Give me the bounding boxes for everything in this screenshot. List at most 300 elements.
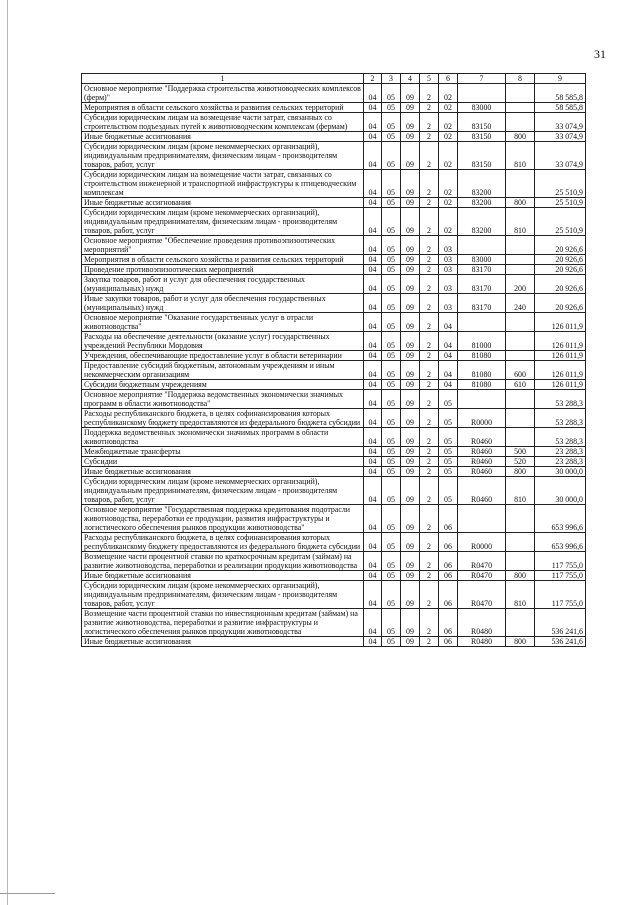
cell-code-7: R0460 xyxy=(458,428,506,447)
cell-code-4: 09 xyxy=(401,380,420,390)
cell-code-3: 05 xyxy=(382,609,401,637)
cell-amount: 30 000,0 xyxy=(535,477,586,505)
cell-code-5: 2 xyxy=(420,351,439,361)
cell-code-7: R0480 xyxy=(458,637,506,647)
cell-code-6: 02 xyxy=(439,113,458,132)
table-row xyxy=(82,332,586,351)
cell-name: Субсидии xyxy=(82,457,364,467)
cell-code-6: 04 xyxy=(439,380,458,390)
cell-code-7: R0470 xyxy=(458,552,506,571)
cell-code-4: 09 xyxy=(401,198,420,208)
table-row xyxy=(82,275,586,294)
cell-amount: 20 926,6 xyxy=(535,275,586,294)
cell-code-6: 04 xyxy=(439,351,458,361)
cell-code-4: 09 xyxy=(401,351,420,361)
cell-code-7: R0460 xyxy=(458,447,506,457)
table-body xyxy=(82,84,586,647)
cell-code-5: 2 xyxy=(420,113,439,132)
table-row xyxy=(82,142,586,170)
cell-amount: 23 288,3 xyxy=(535,447,586,457)
cell-code-5: 2 xyxy=(420,361,439,380)
cell-code-2: 04 xyxy=(364,609,382,637)
cell-code-6: 05 xyxy=(439,447,458,457)
cell-code-2: 04 xyxy=(364,142,382,170)
cell-code-6: 03 xyxy=(439,275,458,294)
cell-code-5: 2 xyxy=(420,467,439,477)
cell-code-3: 05 xyxy=(382,294,401,313)
cell-code-4: 09 xyxy=(401,265,420,275)
cell-code-2: 04 xyxy=(364,581,382,609)
cell-name: Учреждения, обеспечивающие предоставление услуг в области ветеринарии xyxy=(82,351,364,361)
cell-code-8 xyxy=(506,170,535,198)
cell-code-7: R0460 xyxy=(458,467,506,477)
cell-code-6: 04 xyxy=(439,313,458,332)
cell-code-7: R0470 xyxy=(458,581,506,609)
cell-code-7: 81080 xyxy=(458,380,506,390)
cell-code-5: 2 xyxy=(420,609,439,637)
cell-code-4: 09 xyxy=(401,313,420,332)
cell-code-2: 04 xyxy=(364,477,382,505)
cell-code-5: 2 xyxy=(420,380,439,390)
cell-code-2: 04 xyxy=(364,132,382,142)
cell-code-6: 03 xyxy=(439,265,458,275)
cell-code-8: 610 xyxy=(506,380,535,390)
cell-amount: 33 074,9 xyxy=(535,113,586,132)
cell-code-2: 04 xyxy=(364,390,382,409)
cell-code-7 xyxy=(458,390,506,409)
cell-code-6: 04 xyxy=(439,332,458,351)
cell-code-4: 09 xyxy=(401,477,420,505)
cell-amount: 53 288,3 xyxy=(535,428,586,447)
cell-name: Субсидии юридическим лицам (кроме некоммерческих организаций), индивидуальным предпринимателям, физическим лицам - производителям товаров, работ, услуг xyxy=(82,477,364,505)
table-row xyxy=(82,113,586,132)
cell-code-6: 02 xyxy=(439,84,458,103)
cell-amount: 117 755,0 xyxy=(535,552,586,571)
cell-code-5: 2 xyxy=(420,255,439,265)
cell-code-7 xyxy=(458,505,506,533)
cell-code-4: 09 xyxy=(401,84,420,103)
cell-code-2: 04 xyxy=(364,447,382,457)
cell-code-5: 2 xyxy=(420,447,439,457)
table-row xyxy=(82,170,586,198)
cell-code-3: 05 xyxy=(382,428,401,447)
cell-code-4: 09 xyxy=(401,103,420,113)
cell-code-3: 05 xyxy=(382,447,401,457)
table-row xyxy=(82,103,586,113)
cell-code-7: R0460 xyxy=(458,477,506,505)
table-row xyxy=(82,132,586,142)
cell-code-4: 09 xyxy=(401,208,420,236)
table-row xyxy=(82,609,586,637)
cell-code-2: 04 xyxy=(364,552,382,571)
cell-code-8 xyxy=(506,332,535,351)
cell-code-2: 04 xyxy=(364,313,382,332)
cell-name: Основное мероприятие "Поддержка строительства животноводческих комплексов (ферм)" xyxy=(82,84,364,103)
cell-code-7: 81000 xyxy=(458,332,506,351)
cell-code-8 xyxy=(506,609,535,637)
cell-code-6: 06 xyxy=(439,609,458,637)
cell-name: Иные бюджетные ассигнования xyxy=(82,571,364,581)
cell-amount: 117 755,0 xyxy=(535,571,586,581)
table-row xyxy=(82,198,586,208)
cell-name: Иные бюджетные ассигнования xyxy=(82,198,364,208)
table-row xyxy=(82,477,586,505)
cell-code-3: 05 xyxy=(382,275,401,294)
cell-code-6: 05 xyxy=(439,409,458,428)
header-col-1: 1 xyxy=(82,74,364,84)
cell-amount: 25 510,9 xyxy=(535,170,586,198)
cell-amount: 126 011,9 xyxy=(535,351,586,361)
cell-amount: 536 241,6 xyxy=(535,609,586,637)
header-col-5: 5 xyxy=(420,74,439,84)
cell-code-4: 09 xyxy=(401,409,420,428)
cell-code-7 xyxy=(458,313,506,332)
cell-code-7: R0470 xyxy=(458,571,506,581)
cell-code-4: 09 xyxy=(401,275,420,294)
cell-code-5: 2 xyxy=(420,637,439,647)
header-row xyxy=(82,74,586,84)
cell-amount: 33 074,9 xyxy=(535,132,586,142)
cell-code-2: 04 xyxy=(364,380,382,390)
cell-code-8: 810 xyxy=(506,477,535,505)
cell-code-5: 2 xyxy=(420,132,439,142)
header-col-6: 6 xyxy=(439,74,458,84)
cell-name: Межбюджетные трансферты xyxy=(82,447,364,457)
table-row xyxy=(82,390,586,409)
cell-code-6: 03 xyxy=(439,294,458,313)
cell-code-5: 2 xyxy=(420,477,439,505)
cell-amount: 20 926,6 xyxy=(535,294,586,313)
cell-code-5: 2 xyxy=(420,552,439,571)
cell-amount: 58 585,8 xyxy=(535,103,586,113)
cell-code-7: 83200 xyxy=(458,198,506,208)
cell-code-4: 09 xyxy=(401,505,420,533)
cell-code-8 xyxy=(506,265,535,275)
cell-amount: 653 996,6 xyxy=(535,505,586,533)
cell-code-6: 06 xyxy=(439,505,458,533)
cell-code-6: 02 xyxy=(439,132,458,142)
cell-code-8: 810 xyxy=(506,581,535,609)
budget-table xyxy=(81,73,586,647)
cell-code-7: 81080 xyxy=(458,361,506,380)
cell-name: Субсидии юридическим лицам на возмещение части затрат, связанных со строительством подъездных путей к животноводческим комплексам (фермам) xyxy=(82,113,364,132)
cell-code-2: 04 xyxy=(364,637,382,647)
cell-code-2: 04 xyxy=(364,571,382,581)
cell-code-8: 800 xyxy=(506,132,535,142)
cell-code-4: 09 xyxy=(401,361,420,380)
cell-amount: 126 011,9 xyxy=(535,380,586,390)
cell-code-5: 2 xyxy=(420,103,439,113)
cell-code-4: 09 xyxy=(401,467,420,477)
cell-code-6: 06 xyxy=(439,571,458,581)
cell-code-2: 04 xyxy=(364,409,382,428)
cell-name: Расходы республиканского бюджета, в целях софинансирования которых республиканскому бюджету предоставляются из федерального бюджета субсидии xyxy=(82,533,364,552)
cell-code-6: 02 xyxy=(439,142,458,170)
cell-amount: 53 288,3 xyxy=(535,390,586,409)
cell-code-3: 05 xyxy=(382,637,401,647)
cell-code-8 xyxy=(506,533,535,552)
cell-code-8: 800 xyxy=(506,571,535,581)
table-row xyxy=(82,581,586,609)
table-row xyxy=(82,428,586,447)
cell-code-8 xyxy=(506,113,535,132)
cell-code-3: 05 xyxy=(382,113,401,132)
cell-code-3: 05 xyxy=(382,198,401,208)
cell-code-3: 05 xyxy=(382,505,401,533)
cell-code-4: 09 xyxy=(401,552,420,571)
cell-name: Основное мероприятие "Поддержка ведомственных экономически значимых программ в области животноводства" xyxy=(82,390,364,409)
cell-code-5: 2 xyxy=(420,294,439,313)
table-row xyxy=(82,467,586,477)
cell-code-5: 2 xyxy=(420,457,439,467)
page-number: 31 xyxy=(594,47,606,61)
cell-code-2: 04 xyxy=(364,361,382,380)
cell-code-3: 05 xyxy=(382,361,401,380)
cell-code-6: 04 xyxy=(439,361,458,380)
cell-code-3: 05 xyxy=(382,477,401,505)
cell-code-3: 05 xyxy=(382,533,401,552)
cell-amount: 33 074,9 xyxy=(535,142,586,170)
cell-code-7: 83150 xyxy=(458,142,506,170)
cell-code-2: 04 xyxy=(364,170,382,198)
cell-code-4: 09 xyxy=(401,609,420,637)
cell-code-4: 09 xyxy=(401,533,420,552)
cell-code-8 xyxy=(506,255,535,265)
cell-code-6: 06 xyxy=(439,581,458,609)
cell-code-4: 09 xyxy=(401,571,420,581)
cell-code-3: 05 xyxy=(382,581,401,609)
cell-name: Субсидии юридическим лицам на возмещение части затрат, связанных со строительством инженерной и транспортной инфраструктуры к птицеводческим комплексам xyxy=(82,170,364,198)
cell-code-3: 05 xyxy=(382,571,401,581)
cell-amount: 20 926,6 xyxy=(535,236,586,255)
cell-code-6: 03 xyxy=(439,236,458,255)
cell-amount: 58 585,8 xyxy=(535,84,586,103)
cell-name: Основное мероприятие "Обеспечение проведения противоэпизоотических мероприятий" xyxy=(82,236,364,255)
cell-code-3: 05 xyxy=(382,390,401,409)
cell-code-2: 04 xyxy=(364,236,382,255)
cell-name: Иные бюджетные ассигнования xyxy=(82,467,364,477)
cell-code-2: 04 xyxy=(364,294,382,313)
cell-code-5: 2 xyxy=(420,332,439,351)
cell-name: Расходы республиканского бюджета, в целях софинансирования которых республиканскому бюджету предоставляются из федерального бюджета субсидии xyxy=(82,409,364,428)
table-row xyxy=(82,457,586,467)
cell-code-2: 04 xyxy=(364,467,382,477)
cell-name: Основное мероприятие "Оказание государственных услуг в отрасли животноводства" xyxy=(82,313,364,332)
cell-code-6: 05 xyxy=(439,390,458,409)
cell-code-8 xyxy=(506,236,535,255)
cell-name: Иные бюджетные ассигнования xyxy=(82,132,364,142)
cell-name: Мероприятия в области сельского хозяйства и развития сельских территорий xyxy=(82,255,364,265)
table-row xyxy=(82,409,586,428)
header-col-4: 4 xyxy=(401,74,420,84)
cell-code-6: 06 xyxy=(439,552,458,571)
cell-code-3: 05 xyxy=(382,103,401,113)
cell-amount: 653 996,6 xyxy=(535,533,586,552)
cell-name: Субсидии бюджетным учреждениям xyxy=(82,380,364,390)
cell-name: Возмещение части процентной ставки по инвестиционным кредитам (займам) на развитие животноводства, переработки и развитие инфраструктуры и логистического обеспечения рынков продукции животноводства xyxy=(82,609,364,637)
cell-code-2: 04 xyxy=(364,275,382,294)
table-row xyxy=(82,313,586,332)
cell-amount: 126 011,9 xyxy=(535,332,586,351)
table-row xyxy=(82,208,586,236)
cell-code-7: 83000 xyxy=(458,255,506,265)
cell-code-3: 05 xyxy=(382,467,401,477)
cell-code-8: 200 xyxy=(506,275,535,294)
cell-code-8 xyxy=(506,505,535,533)
cell-code-7: 81080 xyxy=(458,351,506,361)
table-row xyxy=(82,505,586,533)
cell-code-4: 09 xyxy=(401,236,420,255)
cell-code-6: 05 xyxy=(439,467,458,477)
cell-code-4: 09 xyxy=(401,294,420,313)
cell-code-2: 04 xyxy=(364,255,382,265)
cell-name: Иные бюджетные ассигнования xyxy=(82,637,364,647)
cell-code-4: 09 xyxy=(401,447,420,457)
cell-code-2: 04 xyxy=(364,113,382,132)
cell-code-4: 09 xyxy=(401,132,420,142)
cell-code-7 xyxy=(458,236,506,255)
cell-code-3: 05 xyxy=(382,142,401,170)
cell-name: Поддержка ведомственных экономически значимых программ в области животноводства xyxy=(82,428,364,447)
cell-code-8: 810 xyxy=(506,208,535,236)
cell-code-5: 2 xyxy=(420,142,439,170)
cell-code-5: 2 xyxy=(420,313,439,332)
cell-code-5: 2 xyxy=(420,208,439,236)
cell-code-5: 2 xyxy=(420,236,439,255)
table-row xyxy=(82,552,586,571)
cell-code-2: 04 xyxy=(364,84,382,103)
cell-code-7: 83200 xyxy=(458,208,506,236)
cell-code-6: 05 xyxy=(439,457,458,467)
cell-code-4: 09 xyxy=(401,637,420,647)
cell-code-8 xyxy=(506,390,535,409)
cell-code-2: 04 xyxy=(364,198,382,208)
cell-code-3: 05 xyxy=(382,170,401,198)
cell-code-6: 03 xyxy=(439,255,458,265)
cell-code-8 xyxy=(506,103,535,113)
cell-code-2: 04 xyxy=(364,505,382,533)
cell-code-4: 09 xyxy=(401,581,420,609)
cell-code-5: 2 xyxy=(420,390,439,409)
cell-code-8: 520 xyxy=(506,457,535,467)
cell-code-4: 09 xyxy=(401,428,420,447)
table-row xyxy=(82,351,586,361)
cell-code-8 xyxy=(506,428,535,447)
cell-code-3: 05 xyxy=(382,313,401,332)
cell-code-2: 04 xyxy=(364,265,382,275)
cell-code-8 xyxy=(506,84,535,103)
cell-code-3: 05 xyxy=(382,409,401,428)
cell-name: Субсидии юридическим лицам (кроме некоммерческих организаций), индивидуальным предпринимателям, физическим лицам - производителям товаров, работ, услуг xyxy=(82,208,364,236)
table-row xyxy=(82,637,586,647)
cell-amount: 23 288,3 xyxy=(535,457,586,467)
table-row xyxy=(82,236,586,255)
cell-code-7: 83000 xyxy=(458,103,506,113)
cell-code-7: R0480 xyxy=(458,609,506,637)
cell-code-5: 2 xyxy=(420,170,439,198)
cell-name: Субсидии юридическим лицам (кроме некоммерческих организаций), индивидуальным предпринимателям, физическим лицам - производителям товаров, работ, услуг xyxy=(82,581,364,609)
cell-code-4: 09 xyxy=(401,113,420,132)
table-row xyxy=(82,533,586,552)
cell-code-3: 05 xyxy=(382,265,401,275)
cell-code-4: 09 xyxy=(401,255,420,265)
cell-code-7: 83170 xyxy=(458,294,506,313)
cell-code-5: 2 xyxy=(420,409,439,428)
cell-amount: 126 011,9 xyxy=(535,313,586,332)
cell-code-7: 83170 xyxy=(458,265,506,275)
cell-amount: 25 510,9 xyxy=(535,198,586,208)
cell-code-5: 2 xyxy=(420,581,439,609)
cell-code-5: 2 xyxy=(420,571,439,581)
cell-name: Мероприятия в области сельского хозяйства и развития сельских территорий xyxy=(82,103,364,113)
table-row xyxy=(82,447,586,457)
cell-code-7: R0000 xyxy=(458,533,506,552)
cell-code-8: 800 xyxy=(506,637,535,647)
cell-code-8: 810 xyxy=(506,142,535,170)
cell-code-8: 800 xyxy=(506,467,535,477)
cell-code-7: 83170 xyxy=(458,275,506,294)
cell-code-8: 800 xyxy=(506,198,535,208)
cell-code-4: 09 xyxy=(401,457,420,467)
cell-code-5: 2 xyxy=(420,84,439,103)
cell-amount: 117 755,0 xyxy=(535,581,586,609)
cell-name: Проведение противоэпизоотических мероприятий xyxy=(82,265,364,275)
cell-code-2: 04 xyxy=(364,103,382,113)
cell-code-7: R0000 xyxy=(458,409,506,428)
cell-name: Возмещение части процентной ставки по краткосрочным кредитам (займам) на развитие животноводства, переработки и реализации продукции животноводства xyxy=(82,552,364,571)
cell-code-6: 05 xyxy=(439,477,458,505)
cell-code-5: 2 xyxy=(420,265,439,275)
cell-amount: 20 926,6 xyxy=(535,255,586,265)
cell-code-2: 04 xyxy=(364,351,382,361)
table-row xyxy=(82,84,586,103)
header-col-2: 2 xyxy=(364,74,382,84)
cell-code-6: 02 xyxy=(439,198,458,208)
cell-code-6: 02 xyxy=(439,208,458,236)
cell-code-3: 05 xyxy=(382,84,401,103)
cell-amount: 25 510,9 xyxy=(535,208,586,236)
cell-code-8 xyxy=(506,313,535,332)
cell-code-3: 05 xyxy=(382,132,401,142)
cell-code-3: 05 xyxy=(382,255,401,265)
cell-code-3: 05 xyxy=(382,552,401,571)
cell-amount: 53 288,3 xyxy=(535,409,586,428)
cell-code-5: 2 xyxy=(420,505,439,533)
cell-code-7: 83150 xyxy=(458,113,506,132)
cell-code-7: R0460 xyxy=(458,457,506,467)
cell-code-3: 05 xyxy=(382,332,401,351)
cell-code-5: 2 xyxy=(420,533,439,552)
cell-name: Предоставление субсидий бюджетным, автономным учреждениям и иным некоммерческим организациям xyxy=(82,361,364,380)
header-col-8: 8 xyxy=(506,74,535,84)
scan-left-edge xyxy=(7,0,8,905)
cell-code-6: 02 xyxy=(439,103,458,113)
cell-code-5: 2 xyxy=(420,275,439,294)
cell-amount: 126 011,9 xyxy=(535,361,586,380)
cell-code-4: 09 xyxy=(401,332,420,351)
cell-code-2: 04 xyxy=(364,208,382,236)
cell-code-2: 04 xyxy=(364,428,382,447)
cell-code-8 xyxy=(506,552,535,571)
cell-code-3: 05 xyxy=(382,457,401,467)
cell-code-3: 05 xyxy=(382,208,401,236)
cell-code-8: 240 xyxy=(506,294,535,313)
cell-code-8: 600 xyxy=(506,361,535,380)
cell-code-7 xyxy=(458,84,506,103)
scan-mark xyxy=(0,893,55,894)
cell-code-6: 02 xyxy=(439,170,458,198)
cell-code-3: 05 xyxy=(382,351,401,361)
